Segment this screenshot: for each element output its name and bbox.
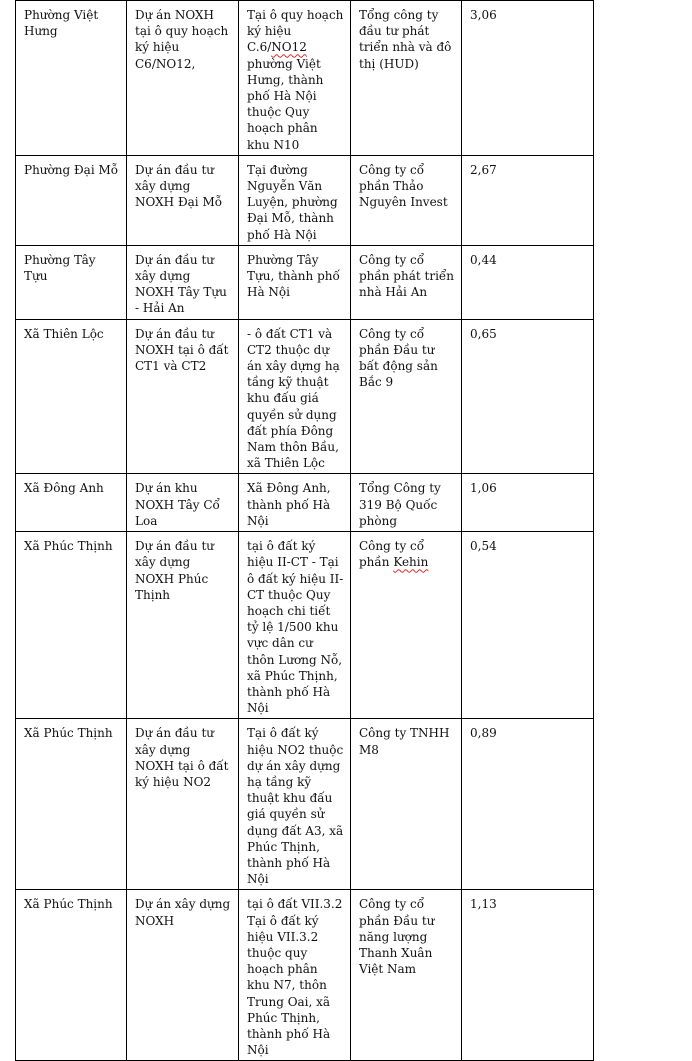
ward-cell: Phường Tây Tựu	[16, 245, 127, 319]
project-cell: Dự án xây dựng NOXH	[127, 890, 239, 1061]
table-row	[16, 890, 594, 1061]
table-row	[16, 319, 594, 474]
spellcheck-flagged-text: Kehin	[393, 555, 429, 570]
area-cell: 3,06	[462, 1, 594, 156]
investor-cell: Công ty cổ phần Đầu tư bất động sản Bắc 9	[351, 319, 462, 474]
spellcheck-flagged-text: NO12	[271, 40, 307, 55]
investor-cell: Công ty cổ phần Thảo Nguyên Invest	[351, 155, 462, 245]
location-cell: - ô đất CT1 và CT2 thuộc dự án xây dựng hạ tầng kỹ thuật khu đấu giá quyền sử dụng đất phía Đông Nam thôn Bầu, xã Thiên Lộc	[239, 319, 351, 474]
location-cell: tại ô đất ký hiệu II-CT - Tại ô đất ký hiệu II-CT thuộc Quy hoạch chi tiết tỷ lệ 1/500 khu vực dân cư thôn Lương Nỗ, xã Phúc Thịnh, thành phố Hà Nội	[239, 532, 351, 719]
table-row	[16, 1, 594, 156]
location-cell: Xã Đông Anh, thành phố Hà Nội	[239, 474, 351, 532]
project-cell: Dự án đầu tư NOXH tại ô đất CT1 và CT2	[127, 319, 239, 474]
ward-cell: Phường Đại Mỗ	[16, 155, 127, 245]
ward-cell: Xã Đông Anh	[16, 474, 127, 532]
ward-cell: Xã Phúc Thịnh	[16, 532, 127, 719]
location-cell: Phường Tây Tựu, thành phố Hà Nội	[239, 245, 351, 319]
project-cell: Dự án đầu tư xây dựng NOXH Tây Tựu - Hải An	[127, 245, 239, 319]
area-cell: 0,65	[462, 319, 594, 474]
ward-cell: Xã Thiên Lộc	[16, 319, 127, 474]
area-cell: 1,06	[462, 474, 594, 532]
investor-cell: Công ty cổ phần Đầu tư năng lượng Thanh Xuân Việt Nam	[351, 890, 462, 1061]
area-cell: 0,44	[462, 245, 594, 319]
investor-cell: Công ty TNHH M8	[351, 719, 462, 890]
location-text: phường Việt Hưng, thành phố Hà Nội thuộc Quy hoạch phân khu N10	[247, 56, 324, 152]
location-cell: Tại ô đất ký hiệu NO2 thuộc dự án xây dựng hạ tầng kỹ thuật khu đấu giá quyền sử dụng đất A3, xã Phúc Thịnh, thành phố Hà Nội	[239, 719, 351, 890]
investor-text: Công ty cổ phần	[359, 539, 425, 570]
location-text: Tại ô quy hoạch ký hiệu C.6/	[247, 8, 344, 55]
ward-cell: Xã Phúc Thịnh	[16, 719, 127, 890]
area-cell: 1,13	[462, 890, 594, 1061]
investor-cell: Công ty cổ phần phát triển nhà Hải An	[351, 245, 462, 319]
area-cell: 0,89	[462, 719, 594, 890]
project-cell: Dự án NOXH tại ô quy hoạch ký hiệu C6/NO12,	[127, 1, 239, 156]
area-cell: 2,67	[462, 155, 594, 245]
location-cell: tại ô đất VII.3.2 Tại ô đất ký hiệu VII.3.2 thuộc quy hoạch phân khu N7, thôn Trung Oai, xã Phúc Thịnh, thành phố Hà Nội	[239, 890, 351, 1061]
table-row	[16, 245, 594, 319]
project-cell: Dự án đầu tư xây dựng NOXH Phúc Thịnh	[127, 532, 239, 719]
project-cell: Dự án khu NOXH Tây Cổ Loa	[127, 474, 239, 532]
table-row	[16, 532, 594, 719]
ward-cell: Phường Việt Hưng	[16, 1, 127, 156]
housing-projects-table	[15, 0, 594, 1061]
table-row	[16, 719, 594, 890]
investor-cell: Tổng Công ty 319 Bộ Quốc phòng	[351, 474, 462, 532]
ward-cell: Xã Phúc Thịnh	[16, 890, 127, 1061]
location-cell	[239, 1, 351, 156]
project-cell: Dự án đầu tư xây dựng NOXH tại ô đất ký hiệu NO2	[127, 719, 239, 890]
location-cell: Tại đường Nguyễn Văn Luyện, phường Đại Mỗ, thành phố Hà Nội	[239, 155, 351, 245]
investor-cell	[351, 532, 462, 719]
investor-cell: Tổng công ty đầu tư phát triển nhà và đô thị (HUD)	[351, 1, 462, 156]
table-row	[16, 474, 594, 532]
area-cell: 0,54	[462, 532, 594, 719]
project-cell: Dự án đầu tư xây dựng NOXH Đại Mỗ	[127, 155, 239, 245]
table-row	[16, 155, 594, 245]
